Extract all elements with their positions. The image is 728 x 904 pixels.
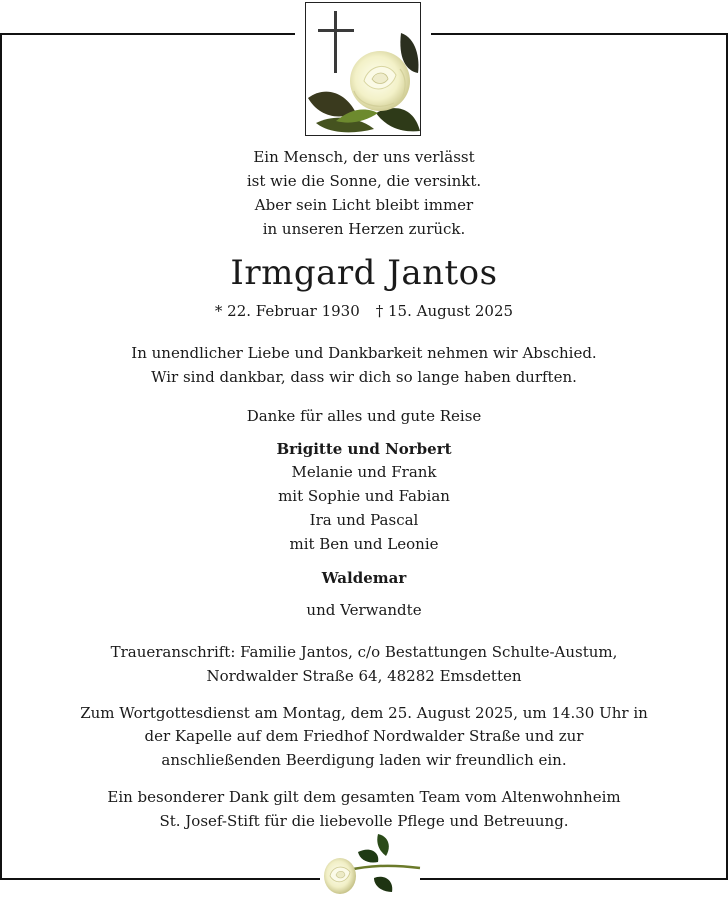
frame-bottom-right-line: [420, 878, 728, 880]
relatives-line: und Verwandte: [306, 601, 422, 619]
mourner-line-1: Melanie und Frank: [291, 463, 437, 481]
frame-top-right-line: [431, 33, 728, 35]
life-dates: [0, 302, 728, 320]
poem-line-3: Aber sein Licht bleibt immer: [254, 196, 474, 214]
poem-line-1: Ein Mensch, der uns verlässt: [253, 148, 475, 166]
address-line-2: Nordwalder Straße 64, 48282 Emsdetten: [206, 667, 522, 685]
deceased-name: Irmgard Jantos: [230, 253, 498, 293]
poem-line-2: ist wie die Sonne, die versinkt.: [246, 172, 482, 190]
mourner-secondary: Waldemar: [321, 569, 407, 587]
mourner-line-2: mit Sophie und Fabian: [278, 487, 450, 505]
service-line-1: Zum Wortgottesdienst am Montag, dem 25. August 2025, um 14.30 Uhr in: [80, 704, 648, 722]
frame-top-left-line: [0, 33, 295, 35]
death-date: † 15. August 2025: [375, 302, 514, 320]
frame-bottom-left-line: [0, 878, 320, 880]
thanks-line: Danke für alles und gute Reise: [246, 407, 482, 425]
mourner-line-3: Ira und Pascal: [309, 511, 419, 529]
service-line-3: anschließenden Beerdigung laden wir freundlich ein.: [161, 751, 567, 769]
gratitude-line-2: St. Josef-Stift für die liebevolle Pflege und Betreuung.: [159, 812, 569, 830]
mourner-primary: Brigitte und Norbert: [276, 440, 452, 458]
poem-line-4: in unseren Herzen zurück.: [262, 220, 466, 238]
mourner-line-4: mit Ben und Leonie: [289, 535, 439, 553]
farewell-line-1: In unendlicher Liebe und Dankbarkeit nehmen wir Abschied.: [131, 344, 597, 362]
farewell-line-2: Wir sind dankbar, dass wir dich so lange haben durften.: [151, 368, 577, 386]
rose-icon: [318, 830, 422, 900]
birth-date: * 22. Februar 1930: [214, 302, 360, 320]
address-line-1: Traueranschrift: Familie Jantos, c/o Bestattungen Schulte-Austum,: [110, 643, 618, 661]
service-line-2: der Kapelle auf dem Friedhof Nordwalder Straße und zur: [144, 727, 584, 745]
gratitude-line-1: Ein besonderer Dank gilt dem gesamten Team vom Altenwohnheim: [107, 788, 621, 806]
cross-and-rose-icon: [305, 2, 421, 136]
